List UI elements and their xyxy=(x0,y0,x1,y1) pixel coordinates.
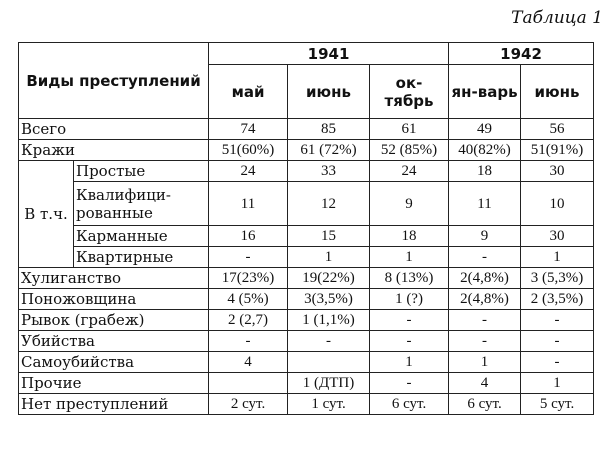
table-cell: 12 xyxy=(288,182,370,226)
table-cell: - xyxy=(209,331,288,352)
table-cell: 56 xyxy=(521,119,594,140)
table-row xyxy=(19,352,594,373)
table-row xyxy=(19,331,594,352)
row-label: Простые xyxy=(74,161,209,182)
table-cell: 6 сут. xyxy=(449,394,521,415)
table-cell: 85 xyxy=(288,119,370,140)
table-cell xyxy=(209,373,288,394)
table-cell: - xyxy=(209,247,288,268)
row-label: Хулиганство xyxy=(19,268,209,289)
table-cell: 19(22%) xyxy=(288,268,370,289)
table-row xyxy=(19,140,594,161)
row-label: Самоубийства xyxy=(19,352,209,373)
table-cell: - xyxy=(449,310,521,331)
table-cell: 9 xyxy=(449,226,521,247)
subgroup-label: В т.ч. xyxy=(19,161,74,268)
table-cell: 1 xyxy=(288,247,370,268)
table-row xyxy=(19,268,594,289)
table-cell: 33 xyxy=(288,161,370,182)
table-cell: 61 xyxy=(370,119,449,140)
row-label: Квалифици-рованные xyxy=(74,182,209,226)
table-row xyxy=(19,161,594,182)
table-cell: 1 сут. xyxy=(288,394,370,415)
table-row xyxy=(19,289,594,310)
table-cell: - xyxy=(521,310,594,331)
table-cell: 17(23%) xyxy=(209,268,288,289)
table-cell: - xyxy=(370,310,449,331)
header-month: июнь xyxy=(521,65,594,119)
table-row xyxy=(19,119,594,140)
table-cell: 8 (13%) xyxy=(370,268,449,289)
row-label: Поножовщина xyxy=(19,289,209,310)
row-label: Квартирные xyxy=(74,247,209,268)
table-cell: 2(4,8%) xyxy=(449,289,521,310)
table-cell: - xyxy=(449,331,521,352)
table-cell: 4 (5%) xyxy=(209,289,288,310)
table-cell: 51(91%) xyxy=(521,140,594,161)
table-cell: 52 (85%) xyxy=(370,140,449,161)
header-year-1941: 1941 xyxy=(209,43,449,65)
table-cell: 3(3,5%) xyxy=(288,289,370,310)
table-cell: 1 xyxy=(370,247,449,268)
table-cell: 74 xyxy=(209,119,288,140)
table-row xyxy=(19,394,594,415)
table-cell: 10 xyxy=(521,182,594,226)
table-cell: 40(82%) xyxy=(449,140,521,161)
table-row xyxy=(19,373,594,394)
table-cell: 2 (3,5%) xyxy=(521,289,594,310)
table-cell: 11 xyxy=(209,182,288,226)
table-cell: 11 xyxy=(449,182,521,226)
table-cell: - xyxy=(288,331,370,352)
table-cell: 2 (2,7) xyxy=(209,310,288,331)
header-month: май xyxy=(209,65,288,119)
table-caption: Таблица 1 xyxy=(511,8,603,28)
table-cell: 1 xyxy=(370,352,449,373)
table-cell: 15 xyxy=(288,226,370,247)
table-cell: 18 xyxy=(370,226,449,247)
row-label: Кражи xyxy=(19,140,209,161)
row-label: Рывок (грабеж) xyxy=(19,310,209,331)
header-month: ок-тябрь xyxy=(370,65,449,119)
header-year-1942: 1942 xyxy=(449,43,594,65)
table-cell: - xyxy=(370,331,449,352)
table-cell: - xyxy=(370,373,449,394)
table-cell: 6 сут. xyxy=(370,394,449,415)
table-cell: - xyxy=(449,247,521,268)
table-cell: 30 xyxy=(521,226,594,247)
table-row xyxy=(19,310,594,331)
table-cell: 1 xyxy=(521,247,594,268)
table-row xyxy=(19,247,594,268)
table-cell: 51(60%) xyxy=(209,140,288,161)
table-row xyxy=(19,182,594,226)
table-cell: 1 (ДТП) xyxy=(288,373,370,394)
table-cell: 1 (?) xyxy=(370,289,449,310)
table-cell: 30 xyxy=(521,161,594,182)
table-cell: 18 xyxy=(449,161,521,182)
header-crime-types: Виды преступлений xyxy=(19,43,209,119)
table-cell: 4 xyxy=(209,352,288,373)
row-label: Нет преступлений xyxy=(19,394,209,415)
table-cell: 2(4,8%) xyxy=(449,268,521,289)
row-label: Всего xyxy=(19,119,209,140)
table-row xyxy=(19,226,594,247)
table-cell: 3 (5,3%) xyxy=(521,268,594,289)
crime-statistics-table xyxy=(18,42,594,415)
table-cell: 24 xyxy=(370,161,449,182)
table-cell: - xyxy=(521,331,594,352)
header-row-years xyxy=(19,43,594,65)
table-cell: 9 xyxy=(370,182,449,226)
table-cell: 49 xyxy=(449,119,521,140)
header-month: ян-варь xyxy=(449,65,521,119)
row-label: Убийства xyxy=(19,331,209,352)
table-cell: 61 (72%) xyxy=(288,140,370,161)
table-cell: - xyxy=(521,352,594,373)
table-cell: 5 сут. xyxy=(521,394,594,415)
row-label: Карманные xyxy=(74,226,209,247)
table-cell xyxy=(288,352,370,373)
table-cell: 24 xyxy=(209,161,288,182)
table-cell: 1 (1,1%) xyxy=(288,310,370,331)
row-label: Прочие xyxy=(19,373,209,394)
table-cell: 1 xyxy=(449,352,521,373)
table-cell: 2 сут. xyxy=(209,394,288,415)
header-month: июнь xyxy=(288,65,370,119)
table-cell: 16 xyxy=(209,226,288,247)
table-cell: 4 xyxy=(449,373,521,394)
table-cell: 1 xyxy=(521,373,594,394)
